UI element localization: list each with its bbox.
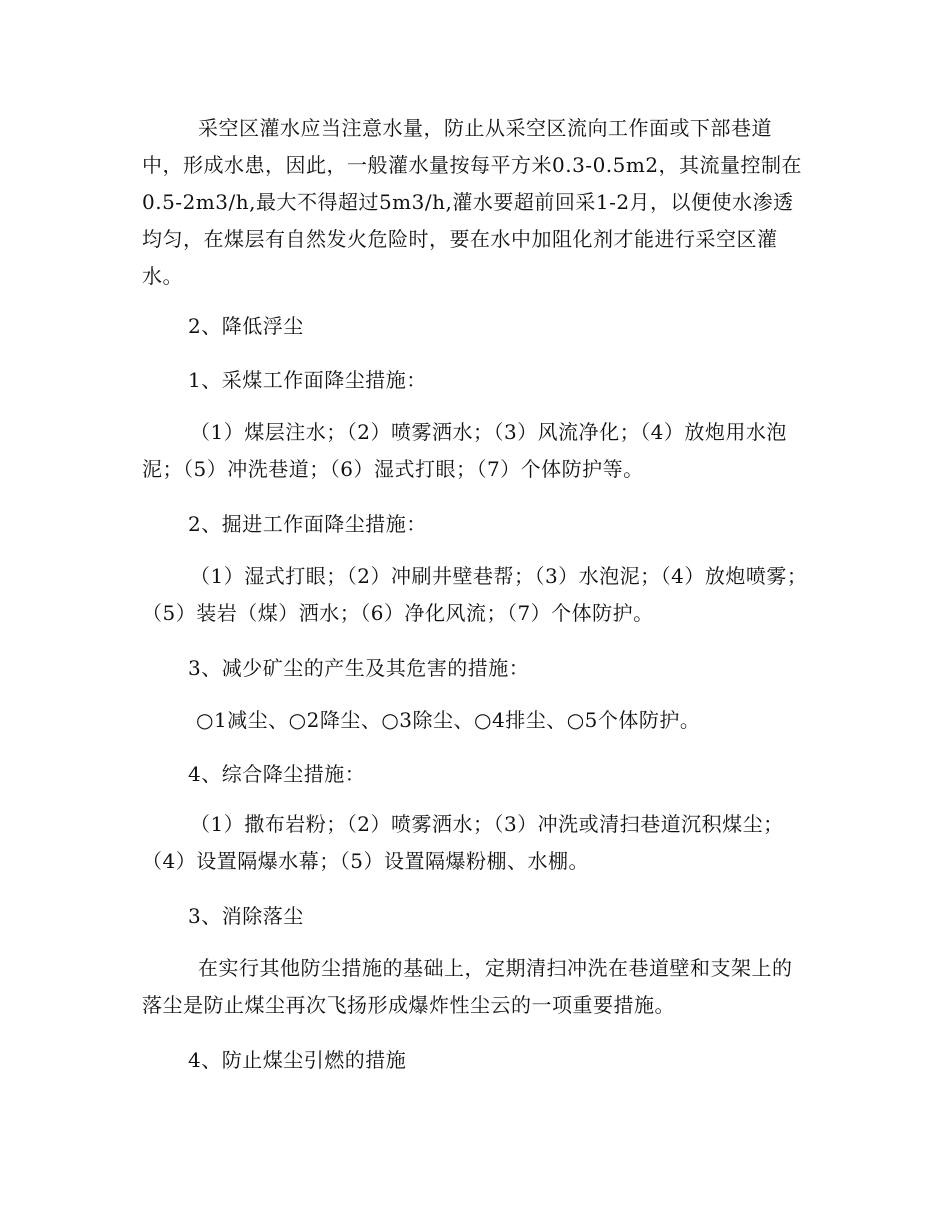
heading-reduce-dust-generation: 3、减少矿尘的产生及其危害的措施： xyxy=(188,656,530,680)
heading-reduce-floating-dust: 2、降低浮尘 xyxy=(188,314,304,338)
heading-tunneling-face-measures: 2、掘进工作面降尘措施： xyxy=(188,512,427,536)
heading-mining-face-measures: 1、采煤工作面降尘措施： xyxy=(188,368,427,392)
heading-prevent-ignition: 4、防止煤尘引燃的措施 xyxy=(188,1048,407,1072)
paragraph-tunneling-face-list: （1）湿式打眼；（2）冲刷井壁巷帮；（3）水泡泥；（4）放炮喷雾；（5）装岩（煤）洒水；（6）净化风流；（7）个体防护。 xyxy=(142,564,808,625)
paragraph-mining-face-list: （1）煤层注水；（2）喷雾洒水；（3）风流净化；（4）放炮用水泡泥；（5）冲洗巷道；（6）湿式打眼；（7）个体防护等。 xyxy=(142,420,787,481)
paragraph-settled-dust: 在实行其他防尘措施的基础上，定期清扫冲洗在巷道壁和支架上的落尘是防止煤尘再次飞扬形成爆炸性尘云的一项重要措施。 xyxy=(142,956,793,1017)
heading-eliminate-settled-dust: 3、消除落尘 xyxy=(188,904,304,928)
paragraph-goaf-watering: 采空区灌水应当注意水量，防止从采空区流向工作面或下部巷道中，形成水患，因此，一般灌水量按每平方米0.3-0.5m2，其流量控制在0.5-2m3/h,最大不得超过5m3/h,灌水要超前回采1-2月，以便使水渗透均匀，在煤层有自然发火危险时，要在水中加阻化剂才能进行采空区灌水。 xyxy=(142,116,803,288)
heading-comprehensive-measures: 4、综合降尘措施： xyxy=(188,762,366,786)
paragraph-comprehensive-list: （1）撒布岩粉；（2）喷雾洒水；（3）冲洗或清扫巷道沉积煤尘；（4）设置隔爆水幕；（5）设置隔爆粉棚、水棚。 xyxy=(142,812,784,873)
paragraph-dust-measures-list: ○1减尘、○2降尘、○3除尘、○4排尘、○5个体防护。 xyxy=(196,708,701,732)
